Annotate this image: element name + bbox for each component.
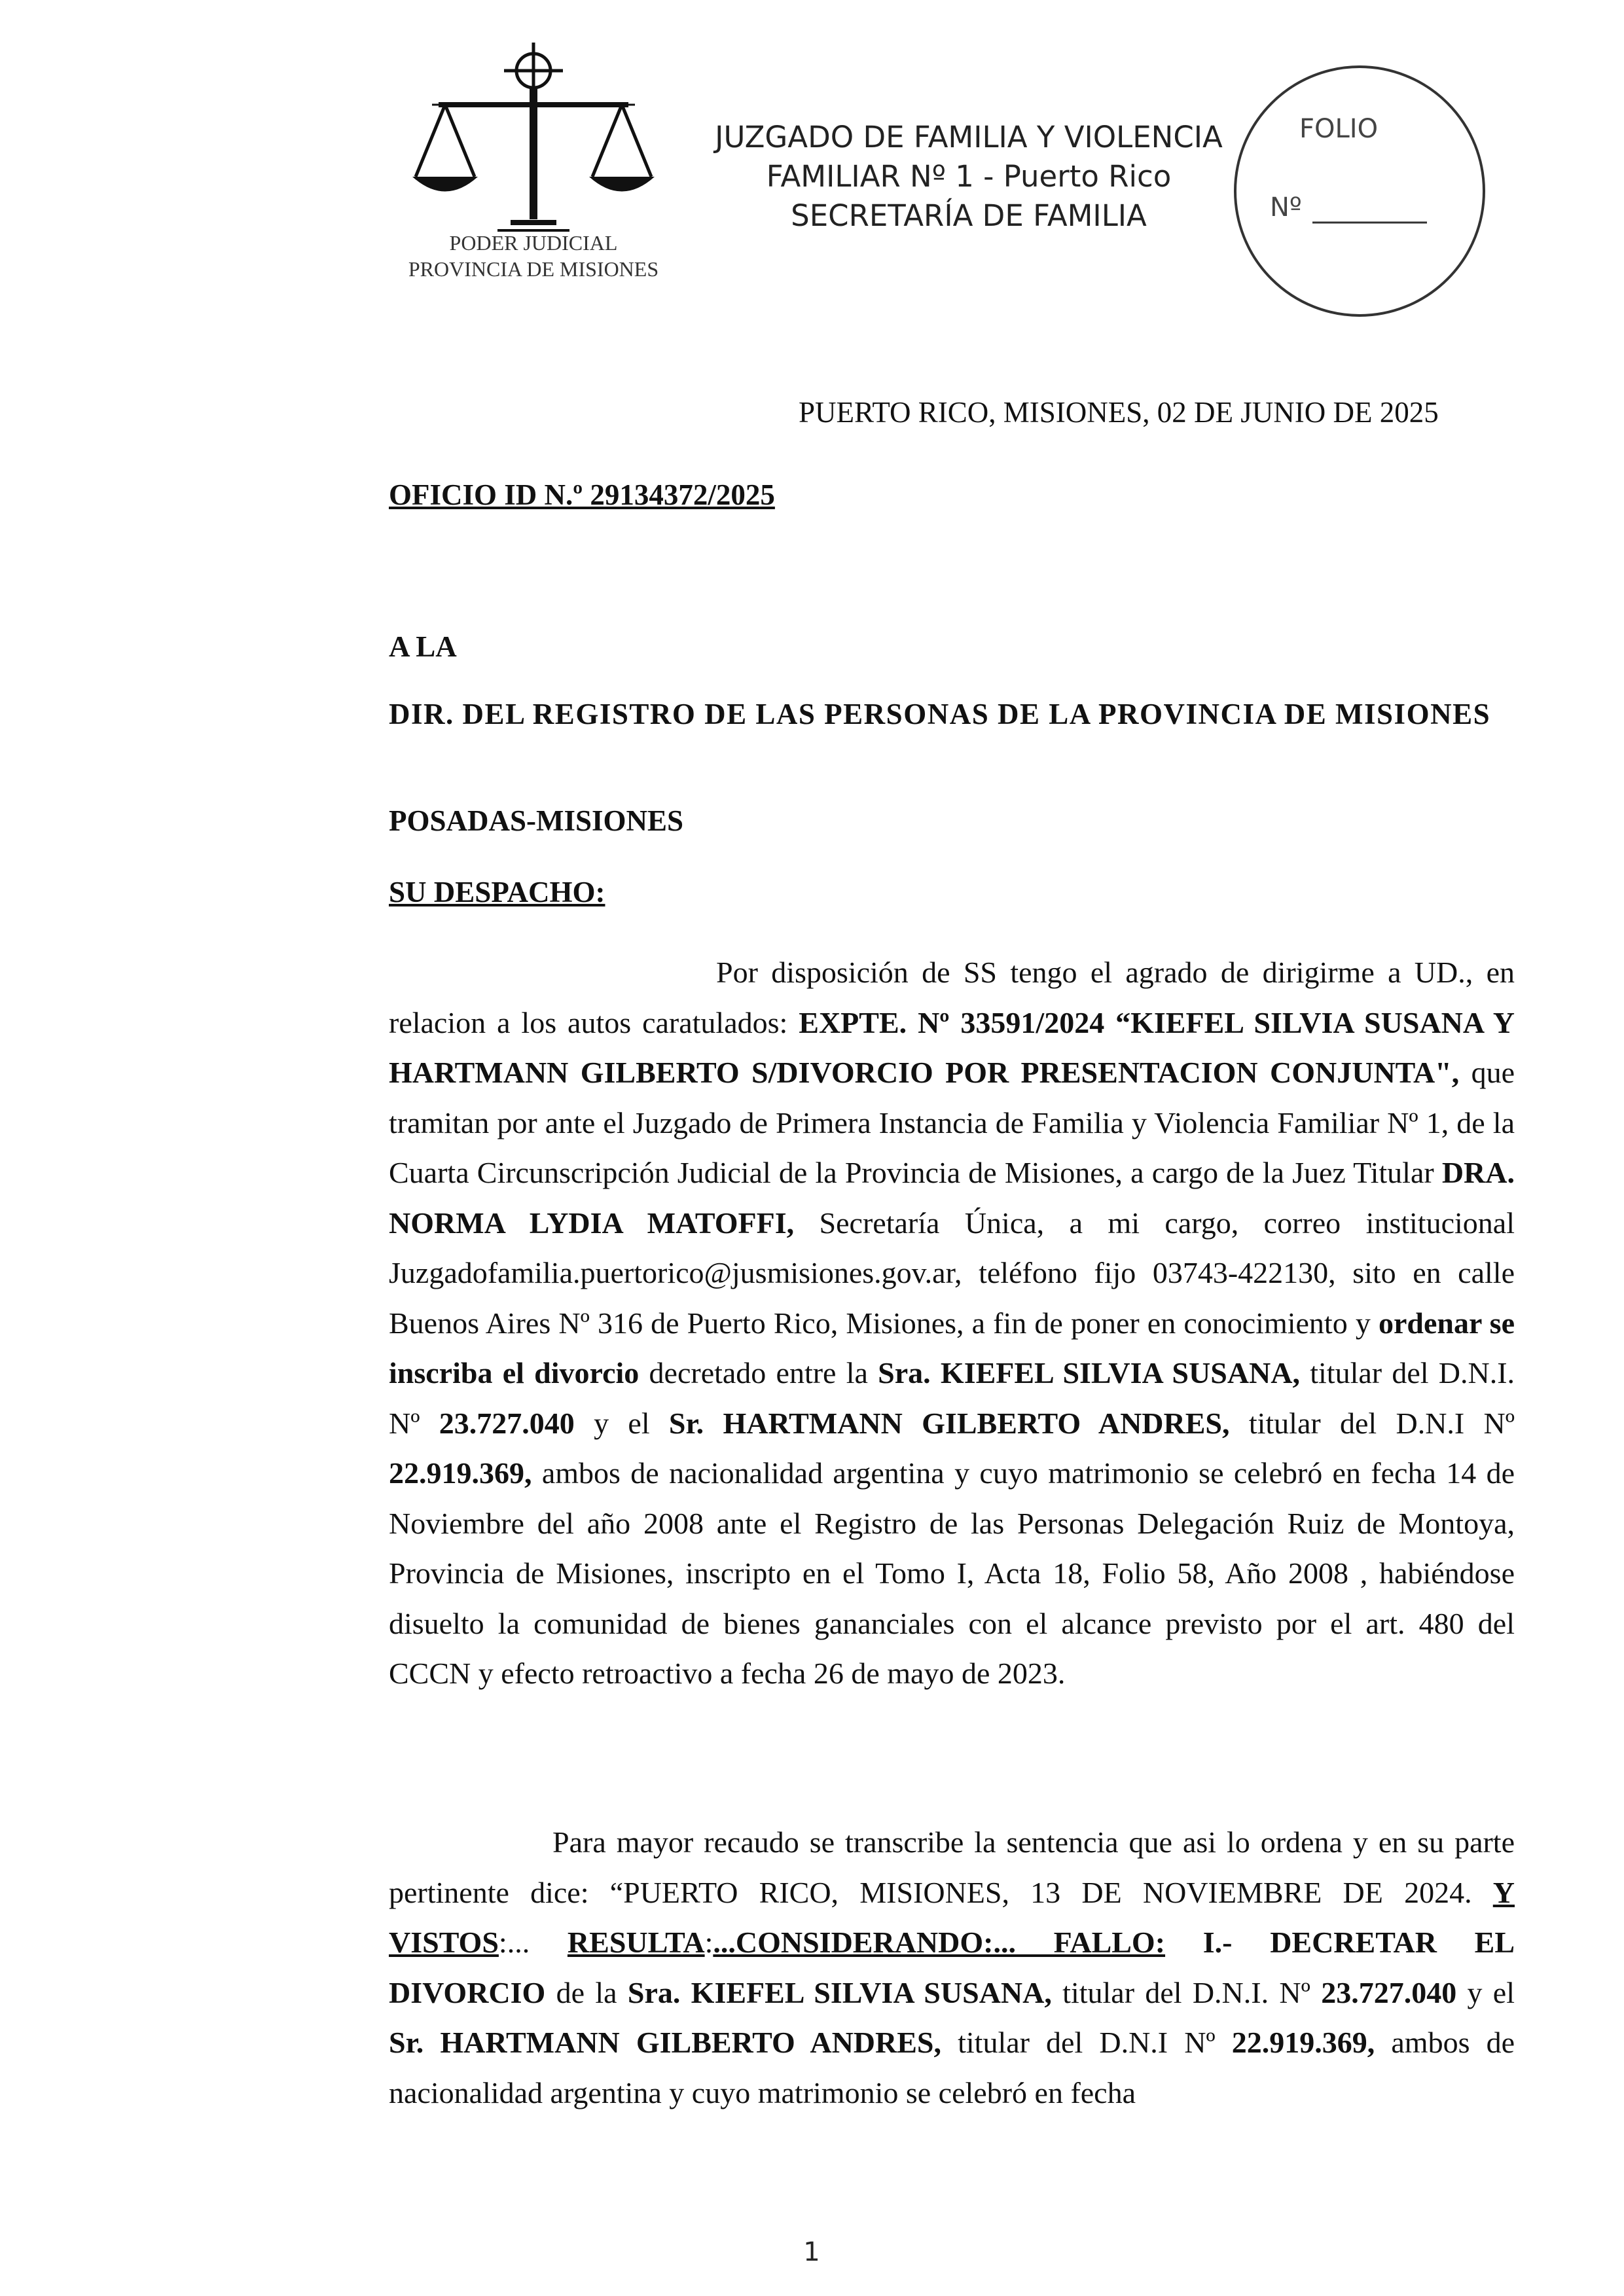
party-2-name: Sr. HARTMANN GILBERTO ANDRES, xyxy=(389,2026,941,2059)
y-vistos: Y VISTOS xyxy=(389,1875,1515,1959)
text-segment: que tramitan por ante el Juzgado de Primera Instancia de Familia y Violencia Familiar Nº 1, de la Cuarta Circunscripción Judicial de la Provincia de Misiones, a cargo de la Juez Titular xyxy=(389,1056,1515,1189)
party-1-dni: 23.727.040 xyxy=(439,1406,575,1440)
text-segment: titular del D.N.I. Nº xyxy=(1051,1975,1322,2009)
body-paragraph-2 xyxy=(389,1818,1515,2118)
order-text: ordenar se inscriba el divorcio xyxy=(389,1306,1515,1390)
text-segment: decretado entre la xyxy=(639,1356,878,1390)
folio-stamp xyxy=(1231,62,1489,321)
text-segment: ambos de nacionalidad argentina y cuyo matrimonio se celebró en fecha xyxy=(389,2026,1515,2109)
party-2-dni: 22.919.369, xyxy=(389,1456,532,1490)
court-line-3: SECRETARÍA DE FAMILIA xyxy=(791,198,1147,233)
text-segment: ambos de nacionalidad argentina y cuyo matrimonio se celebró en fecha 14 de Noviembre del año 2008 ante el Registro de las Personas Delegación Ruiz de Montoya, Provincia de Misiones, inscripto en el Tomo I, Acta 18, Folio 58, Año 2008 , habiéndose disuelto la comunidad de bienes gananciales con el alcance previsto por el art. 480 del CCCN y efecto retroactivo a fecha 26 de mayo de 2023. xyxy=(389,1456,1515,1690)
text-segment: y el xyxy=(1456,1975,1515,2009)
text-segment: titular del D.N.I. Nº xyxy=(389,1356,1515,1440)
text-segment: Por disposición de SS tengo el agrado de dirigirme a UD., en relacion a los autos caratulados: xyxy=(389,956,1515,1039)
page-number: 1 xyxy=(803,2237,820,2267)
court-line-2: FAMILIAR Nº 1 - Puerto Rico xyxy=(766,159,1172,194)
folio-number-label: Nº xyxy=(1270,192,1302,223)
folio-label: FOLIO xyxy=(1299,114,1379,144)
party-1-name: Sra. KIEFEL SILVIA SUSANA, xyxy=(627,1975,1052,2009)
body-paragraph-1 xyxy=(389,948,1515,1699)
addressee-city: POSADAS-MISIONES xyxy=(389,804,684,837)
decretar-divorcio: I.- DECRETAR EL DIVORCIO xyxy=(389,1926,1515,2009)
party-2-dni: 22.919.369, xyxy=(1231,2026,1375,2059)
text-segment: y el xyxy=(574,1406,669,1440)
logo-text-provincia: PROVINCIA DE MISIONES xyxy=(408,257,659,281)
addressee-a-la: A LA xyxy=(389,630,457,663)
text-segment: Para mayor recaudo se transcribe la sentencia que asi lo ordena y en su parte pertinente dice: “PUERTO RICO, MISIONES, 13 DE NOVIEMBRE DE 2024. xyxy=(389,1825,1515,1909)
text-segment: titular del D.N.I Nº xyxy=(941,2026,1232,2059)
resulta: RESULTA xyxy=(567,1926,705,1959)
court-line-1: JUZGADO DE FAMILIA Y VIOLENCIA xyxy=(715,120,1223,154)
court-header xyxy=(655,118,1283,236)
party-1-name: Sra. KIEFEL SILVIA SUSANA, xyxy=(878,1356,1300,1390)
su-despacho: SU DESPACHO: xyxy=(389,876,605,908)
party-1-dni: 23.727.040 xyxy=(1321,1975,1457,2009)
text-segment: de la xyxy=(545,1975,628,2009)
document-date: PUERTO RICO, MISIONES, 02 DE JUNIO DE 2025 xyxy=(799,396,1439,429)
text-segment: :... xyxy=(498,1926,568,1959)
text-segment: Secretaría Única, a mi cargo, correo institucional Juzgadofamilia.puertorico@jusmisiones.gov.ar, teléfono fijo 03743-422130, sito en calle Buenos Aires Nº 316 de Puerto Rico, Misiones, a fin de poner en conocimiento y xyxy=(389,1206,1515,1340)
text-segment: : xyxy=(704,1926,713,1959)
judge-name: DRA. NORMA LYDIA MATOFFI, xyxy=(389,1156,1515,1240)
poder-judicial-logo xyxy=(393,39,694,288)
text-segment: titular del D.N.I Nº xyxy=(1229,1406,1515,1440)
considerando-fallo: ...CONSIDERANDO:... FALLO: xyxy=(713,1926,1166,1959)
oficio-id: OFICIO ID N.º 29134372/2025 xyxy=(389,478,775,511)
logo-text-poder-judicial: PODER JUDICIAL xyxy=(449,231,618,255)
addressee-direction: DIR. DEL REGISTRO DE LAS PERSONAS DE LA PROVINCIA DE MISIONES xyxy=(389,698,1491,730)
party-2-name: Sr. HARTMANN GILBERTO ANDRES, xyxy=(668,1406,1230,1440)
case-title: EXPTE. Nº 33591/2024 “KIEFEL SILVIA SUSANA Y HARTMANN GILBERTO S/DIVORCIO POR PRESENTACION CONJUNTA", xyxy=(389,1005,1515,1089)
